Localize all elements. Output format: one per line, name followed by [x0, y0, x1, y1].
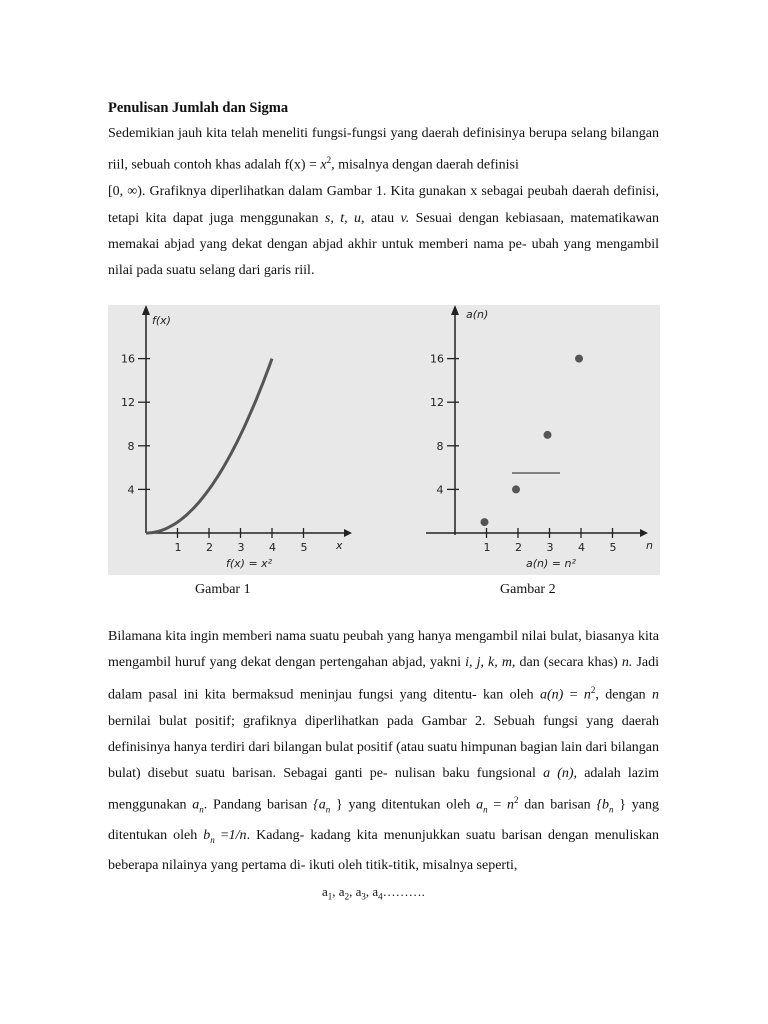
seq-s4: 4: [378, 891, 383, 902]
g2-ytick-label-12: 12: [430, 396, 444, 410]
g1-xtick-label-3: 3: [237, 541, 245, 554]
paragraph-2-container: [108, 624, 659, 880]
g1-ytick-label-8: 8: [127, 439, 135, 453]
g1-ytick-label-12: 12: [121, 396, 135, 410]
seq-s2: 2: [344, 891, 350, 902]
g1-ytick-label-4: 4: [127, 483, 135, 497]
p1-line4b: atau: [364, 210, 401, 226]
p2-l4a: kan oleh: [483, 687, 541, 703]
p2-l7a: nulisan baku fungsional: [394, 766, 544, 782]
p2-l7b: adalah lazim menggunakan: [108, 766, 659, 814]
p2-vars: i, j, k, m,: [465, 655, 516, 671]
graph-1: [121, 305, 352, 570]
p2-sup: 2: [590, 684, 596, 695]
p2-l8close: }: [613, 798, 627, 814]
p2-l7setsub: n: [325, 804, 331, 815]
seq-a3: a: [355, 884, 362, 899]
g2-ytick-label-4: 4: [436, 483, 444, 497]
section-heading: Penulisan Jumlah dan Sigma: [108, 100, 289, 116]
p1-v: v.: [400, 210, 410, 226]
g2-xtick-label-1: 1: [483, 541, 491, 554]
seq-a2: a: [338, 884, 345, 899]
seq-s3: 3: [361, 891, 366, 902]
p2-l8a-sym: a: [476, 798, 484, 814]
g1-xtick-label-4: 4: [269, 541, 276, 554]
g1-y-arrow: [142, 305, 150, 315]
g1-ytick-label-16: 16: [121, 352, 135, 366]
p2-n: n.: [621, 655, 633, 671]
p2-l10: pertama di- ikuti oleh titik-titik, misalnya seperti,: [241, 858, 518, 874]
g2-ytick-label-16: 16: [430, 352, 444, 366]
paragraph-1: [108, 121, 659, 284]
p2-l7c: . Pandang barisan: [203, 798, 314, 814]
g2-point-n4: [575, 355, 583, 363]
document-body: [108, 96, 659, 284]
p2-n-sq: n: [583, 687, 591, 703]
seq-a1: a: [322, 884, 328, 899]
figure-panel: [108, 305, 660, 575]
g1-ylabel: f(x): [152, 314, 171, 327]
p1-x: x: [320, 157, 327, 173]
graph-2: [426, 305, 653, 570]
g1-xtick-label-2: 2: [206, 541, 213, 554]
seq-sep2: ,: [349, 884, 356, 899]
seq-sep1: ,: [332, 884, 339, 899]
p2-l1: Bilamana kita ingin memberi nama suatu peubah yang hanya mengambil nilai bulat,: [108, 629, 582, 644]
p1-line6: ubah yang mengambil nilai pada suatu selang dari garis riil.: [108, 236, 660, 279]
p2-l8n: n: [507, 798, 515, 814]
p2-l4c: , dengan: [595, 687, 652, 703]
p1-vars: s, t, u,: [324, 210, 365, 226]
caption-figure-2: Gambar 2: [500, 582, 556, 597]
seq-a4: a: [372, 884, 379, 899]
p2-l4d: bernilai bulat positif; grafiknya diperlihatkan pada Gambar: [108, 713, 467, 729]
caption-figure-1: Gambar 1: [195, 582, 251, 597]
p2-l5: 2. Sebuah fungsi yang daerah definisinya hanya terdiri dari bilangan bulat positif (atau: [108, 713, 660, 755]
p2-l8setsub: n: [609, 804, 614, 815]
p2-l9: kadang kita menunjukkan suatu barisan dengan menuliskan beberapa nilainya yang: [108, 828, 660, 874]
p1-line4c: Sesuai dengan kebiasaan,: [409, 210, 564, 226]
g1-xlabel-below: f(x) = x²: [226, 557, 273, 570]
g2-xtick-label-2: 2: [515, 541, 522, 554]
p1-line2b: , misalnya dengan daerah definisi: [331, 157, 519, 173]
seq-s1: 1: [327, 891, 333, 902]
p2-l7a-sym: a: [192, 798, 200, 814]
g1-x-arrow: [344, 529, 352, 537]
p1-line5: matematikawan memakai abjad yang dekat dengan abjad akhir untuk memberi nama pe-: [108, 210, 659, 252]
g2-xtick-label-3: 3: [546, 541, 554, 554]
g2-y-arrow: [451, 305, 459, 315]
p2-l8frac: 1/n: [228, 828, 247, 844]
g2-ylabel: a(n): [466, 308, 489, 321]
p2-l8a: yang ditentukan oleh: [348, 798, 477, 814]
g2-ytick-label-8: 8: [436, 439, 444, 453]
sequence-line: [322, 884, 425, 902]
g2-xlabel: n: [646, 539, 653, 552]
p1-line3: [0, ∞). Grafiknya diperlihatkan dalam Gambar 1. Kita gunakan x sebagai peubah daerah: [108, 184, 610, 200]
figure-svg: [108, 305, 660, 575]
p2-n2: n: [652, 687, 659, 703]
p2-l8bsub: n: [210, 834, 215, 845]
g2-xtick-label-5: 5: [609, 541, 617, 554]
p2-l8set: {b: [596, 798, 610, 814]
p2-l7set: {a: [313, 798, 326, 814]
g1-xlabel: x: [336, 539, 343, 552]
seq-dots: ……….: [382, 884, 425, 899]
paragraph-2: [108, 624, 659, 880]
p2-l8b-sym: b: [203, 828, 211, 844]
p2-l2: biasanya kita mengambil huruf yang dekat dengan pertengahan abjad, yakni: [108, 629, 659, 671]
p1-line2a: bilangan riil, sebuah contoh khas adalah f(x) =: [108, 126, 659, 173]
p1-sup: 2: [326, 155, 332, 166]
p2-l8d: yang ditentukan oleh: [108, 798, 659, 844]
g2-point-n3: [544, 431, 552, 439]
g2-xtick-label-4: 4: [578, 541, 585, 554]
p2-l4b: =: [563, 687, 584, 703]
p2-l8c: dan barisan: [518, 798, 597, 814]
g1-xtick-label-5: 5: [300, 541, 308, 554]
p2-l8e: =: [214, 828, 229, 844]
p2-l3b: Jadi dalam pasal ini kita bermaksud meninjau fungsi yang ditentu-: [108, 655, 660, 703]
p2-l8sup: 2: [514, 795, 519, 806]
p2-l7close: }: [330, 798, 343, 814]
p2-l8b: =: [487, 798, 508, 814]
p2-l8f: . Kadang-: [246, 828, 305, 844]
p2-an: a(n): [540, 687, 564, 703]
p2-l3a: dan (secara khas): [519, 655, 622, 671]
p1-line1: Sedemikian jauh kita telah meneliti fungsi-fungsi yang daerah definisinya berupa selang: [108, 126, 607, 141]
g2-point-n1: [481, 518, 489, 526]
g1-xtick-label-1: 1: [174, 541, 182, 554]
p2-l7an: a (n),: [543, 766, 578, 782]
g1-curve-x-squared: [146, 359, 272, 533]
p2-l6: suatu himpunan bagian lain dari bilangan bulat) disebut suatu barisan. Sebagai ganti pe-: [108, 739, 660, 782]
seq-sep3: ,: [365, 884, 373, 899]
g2-x-arrow: [640, 529, 648, 537]
p1-line4a: definisi, tetapi kita dapat juga menggunakan: [108, 184, 659, 226]
p2-l7sub: n: [199, 804, 204, 815]
g2-xlabel-below: a(n) = n²: [526, 557, 576, 570]
g2-point-n2: [512, 485, 520, 493]
p2-l8sub: n: [483, 804, 488, 815]
